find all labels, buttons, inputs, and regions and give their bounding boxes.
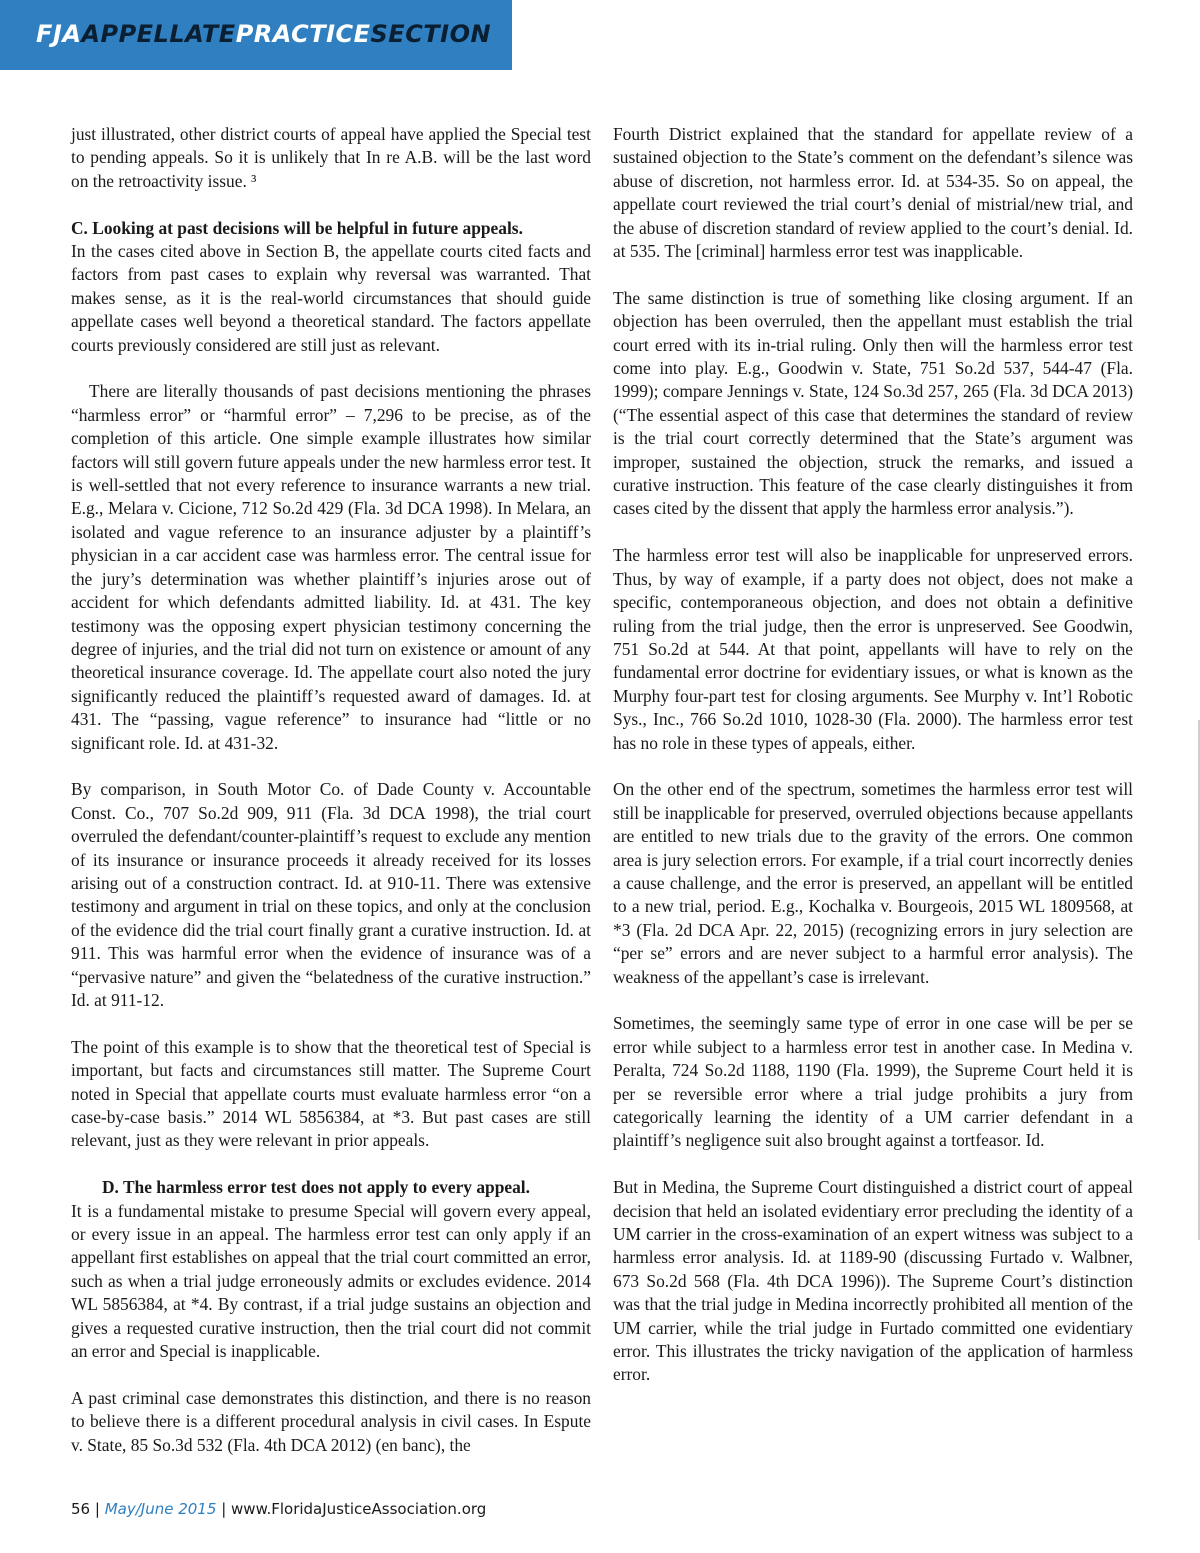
header-word-practice: PRACTICE <box>235 20 371 48</box>
section-heading-c: C. Looking at past decisions will be helpful in future appeals. <box>71 217 523 238</box>
paragraph: Fourth District explained that the standard for appellate review of a sustained objection to the State’s comment on the defendant’s silence was abuse of discretion, not harmless error. Id. at 534-35. So on appeal, the appellate court reviewed the trial court’s denial of mistrial/new trial, and the abuse of discretion standard of review applied to the court’s denial. Id. at 535. The [criminal] harmless error test was inapplicable. <box>613 124 1133 262</box>
paragraph: In the cases cited above in Section B, the appellate courts cited facts and factors from past cases to explain why reversal was warranted. That makes sense, as it is the real-world circumstances that should guide appellate cases well beyond a theoretical standard. The factors appellate courts previously considered are still just as relevant. <box>71 241 591 355</box>
footer-divider: | <box>94 1500 100 1518</box>
header-word-fja: FJA <box>36 20 82 48</box>
page-footer <box>71 1500 486 1518</box>
paragraph: The point of this example is to show that the theoretical test of Special is important, but facts and circumstances still matter. The Supreme Court noted in Special that appellate courts must evaluate harmless error “on a case-by-case basis.” 2014 WL 5856384, at *3. But past cases are still relevant, just as they were relevant in prior appeals. <box>71 1036 591 1151</box>
right-column <box>613 123 1133 1387</box>
paragraph: A past criminal case demonstrates this distinction, and there is no reason to believe there is a different procedural analysis in civil cases. In Espute v. State, 85 So.3d 532 (Fla. 4th DCA 2012) (en banc), the <box>71 1387 591 1455</box>
paragraph: But in Medina, the Supreme Court distinguished a district court of appeal decision that held an isolated evidentiary error precluding the identity of a UM carrier in the cross-examination of an expert witness was subject to a harmless error analysis. Id. at 1189-90 (discussing Furtado v. Walbner, 673 So.2d 568 (Fla. 4th DCA 1996)). The Supreme Court’s distinction was that the trial judge in Medina incorrectly prohibited all mention of the UM carrier, while the trial judge in Furtado committed one evidentiary error. This illustrates the tricky navigation of the application of harmless error. <box>613 1177 1133 1385</box>
paragraph: By comparison, in South Motor Co. of Dade County v. Accountable Const. Co., 707 So.2d 909, 911 (Fla. 3d DCA 1998), the trial court overruled the defendant/counter-plaintiff’s request to exclude any mention of its insurance or insurance proceeds it already received for its losses arising out of a construction contract. Id. at 910-11. There was extensive testimony and argument in trial on these topics, and only at the conclusion of the evidence did the trial court finally grant a curative instruction. Id. at 911. This was harmful error when the evidence of insurance was of a “pervasive nature” and given the “belatedness of the curative instruction.” Id. at 911-12. <box>71 779 591 1010</box>
website-link[interactable]: www.FloridaJusticeAssociation.org <box>231 1500 487 1518</box>
paragraph: It is a fundamental mistake to presume Special will govern every appeal, or every issue in an appeal. The harmless error test can only apply if an appellant first establishes on appeal that the trial court committed an error, such as when a trial judge erroneously admits or excludes evidence. 2014 WL 5856384, at *4. By contrast, if a trial judge sustains an objection and gives a requested curative instruction, then the trial court did not commit an error and Special is inapplicable. <box>71 1200 591 1362</box>
paragraph: The harmless error test will also be inapplicable for unpreserved errors. Thus, by way of example, if a party does not object, does not make a specific, contemporaneous objection, and does not obtain a definitive ruling from the trial judge, then the error is unpreserved. See Goodwin, 751 So.2d at 544. At that point, appellants will have to rely on the fundamental error doctrine for evidentiary issues, or what is known as the Murphy four-part test for closing arguments. See Murphy v. Int’l Robotic Sys., Inc., 766 So.2d 1010, 1028-30 (Fla. 2000). The harmless error test has no role in these types of appeals, either. <box>613 545 1133 753</box>
paragraph: On the other end of the spectrum, sometimes the harmless error test will still be inapplicable for preserved, overruled objections because appellants are entitled to new trials due to the gravity of the errors. One common area is jury selection errors. For example, if a trial court incorrectly denies a cause challenge, and the error is preserved, an appellant will be entitled to a new trial, period. E.g., Kochalka v. Bourgeois, 2015 WL 1809568, at *3 (Fla. 2d DCA Apr. 22, 2015) (recognizing errors in jury selection are “per se” errors and are never subject to a harmful error analysis). The weakness of the appellant’s case is irrelevant. <box>613 779 1133 987</box>
section-header-title <box>36 22 491 46</box>
page-number: 56 <box>71 1500 91 1518</box>
footer-divider: | <box>221 1500 227 1518</box>
left-column <box>71 123 591 1457</box>
paragraph: The same distinction is true of something like closing argument. If an objection has been overruled, then the appellant must establish the trial court erred with its in-trial ruling. Only then will the harmless error test come into play. E.g., Goodwin v. State, 751 So.2d 537, 544-47 (Fla. 1999); compare Jennings v. State, 124 So.3d 257, 265 (Fla. 3d DCA 2013) (“The essential aspect of this case that determines the standard of review is the trial court correctly determined that the State’s argument was improper, sustained the objection, struck the remarks, and issued a curative instruction. This feature of the case clearly distinguishes it from cases cited by the dissent that apply the harmless error analysis.”). <box>613 287 1133 519</box>
issue-date: May/June 2015 <box>104 1500 217 1518</box>
section-heading-d: D. The harmless error test does not apply to every appeal. <box>102 1177 530 1198</box>
paragraph: just illustrated, other district courts of appeal have applied the Special test to pending appeals. So it is unlikely that In re A.B. will be the last word on the retroactivity issue. ³ <box>71 124 591 191</box>
paragraph: Sometimes, the seemingly same type of error in one case will be per se error while subject to a harmless error test in another case. In Medina v. Peralta, 724 So.2d 1188, 1190 (Fla. 1999), the Supreme Court held it is per se reversible error where a trial judge prohibits a jury from categorically learning the identity of a UM carrier defendant in a plaintiff’s negligence suit also brought against a tortfeasor. Id. <box>613 1013 1133 1151</box>
header-word-section: SECTION <box>370 20 492 48</box>
header-word-appellate: APPELLATE <box>81 20 236 48</box>
paragraph: There are literally thousands of past decisions mentioning the phrases “harmless error” or “harmful error” – 7,296 to be precise, as of the completion of this article. One simple example illustrates how similar factors will still govern future appeals under the new harmless error test. It is well-settled that not every reference to insurance warrants a new trial. E.g., Melara v. Cicione, 712 So.2d 429 (Fla. 3d DCA 1998). In Melara, an isolated and vague reference to an insurance adjuster by a plaintiff’s physician in a car accident case was harmless error. The central issue for the jury’s determination was whether plaintiff’s injuries arose out of accident for which defendants admitted liability. Id. at 431. The key testimony was the opposing expert physician testimony concerning the degree of injuries, and the trial did not turn on existence or amount of any theoretical insurance coverage. Id. The appellate court also noted the jury significantly reduced the plaintiff’s requested award of damages. Id. at 431. The “passing, vague reference” to insurance had “little or no significant role. Id. at 431-32. <box>71 381 591 753</box>
